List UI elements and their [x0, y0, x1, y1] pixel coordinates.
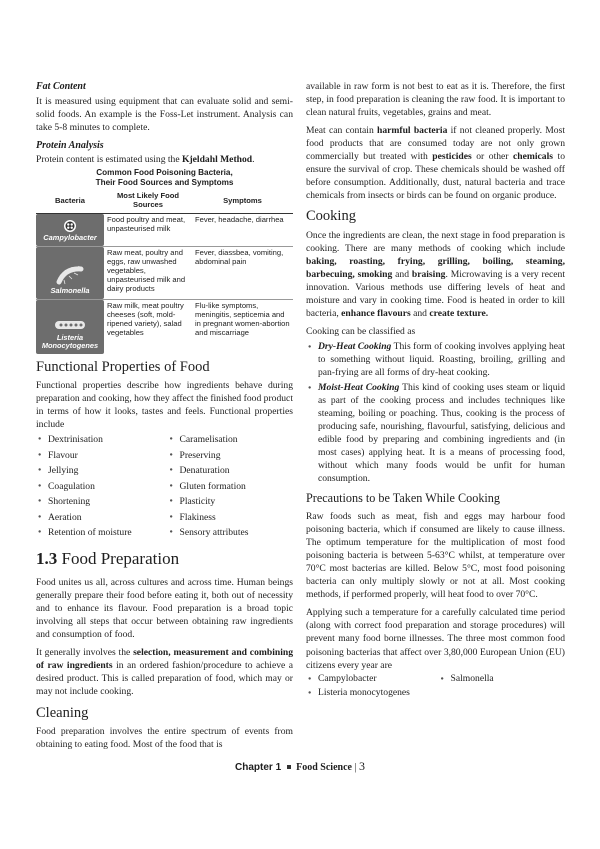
footer-subject: Food Science [296, 762, 352, 773]
precautions-heading: Precautions to be Taken While Cooking [306, 491, 500, 506]
table-header-bacteria: Bacteria [36, 191, 104, 213]
cooking-classified-text: Cooking can be classified as [306, 325, 416, 337]
table-cell-symptoms: Fever, headache, diarrhea [192, 213, 293, 246]
footer-separator-square [287, 765, 291, 769]
left-column [36, 80, 293, 756]
list-item: ● Plasticity [168, 494, 294, 510]
list-item: ● Preserving [168, 448, 294, 464]
footer-divider: | [354, 762, 357, 773]
right-column [306, 80, 565, 705]
bacteria-icon [63, 219, 77, 233]
cooking-heading: Cooking [306, 208, 356, 225]
list-item: ● Campylobacter [306, 672, 433, 686]
list-item: ● Denaturation [168, 463, 294, 479]
list-item: ● Sensory attributes [168, 525, 294, 541]
cooking-types-list [306, 340, 565, 486]
precautions-text-2: Applying such a temperature for a carefully calculated time period (along with correct food preparation and storage procedures) will prevent many food borne illnesses. The three most common food poisoning bacterias that affect over 3,80,000 European Union (EU) citizens every year are [306, 607, 565, 671]
chapter-heading: 1.3 Food Preparation [36, 549, 180, 568]
bacteria-table [36, 191, 293, 354]
fat-content-heading: Fat Content [36, 81, 86, 92]
bacteria-list [306, 672, 565, 700]
bacteria-icon [55, 264, 85, 286]
table-header-sources: Most Likely Food Sources [104, 191, 192, 213]
table-cell-sources: Raw meat, poultry and eggs, raw unwashed vegetables, unpasteurised milk and dairy products [104, 246, 192, 299]
list-item: ● Jellying [36, 463, 162, 479]
footer-chapter: Chapter 1 [235, 762, 282, 773]
functional-properties-text: Functional properties describe how ingredients behave during preparation and cooking, how they affect the finished food product in terms of how it looks, tastes and feels. Functional properties include [36, 380, 293, 431]
food-preparation-text: Food unites us all, across cultures and across time. Human beings generally prepare their food before eating it, both out of necessity and to enhance its flavour. Food preparation is a broad topic involving all steps that occur between obtaining raw ingredients and consumption of food. [36, 577, 293, 641]
functional-properties-list [36, 432, 293, 541]
bacteria-label-salmonella: Salmonella [36, 247, 104, 299]
bacteria-label-listeria: Listeria Monocytogenes [36, 300, 104, 354]
cooking-text: Once the ingredients are clean, the next stage in food preparation is cooking. There are many methods of cooking which include baking, roasting, frying, grilling, boiling, steaming, barbecuing, smoking and braising. Microwaving is a very recent innovation. Various methods use differing levels of heat and moisture and vary in cooking time. Food is heated in order to kill bacteria, enhance flavours and create texture. [306, 229, 565, 319]
list-item: ● Caramelisation [168, 432, 294, 448]
meat-bacteria-text: Meat can contain harmful bacteria if not cleaned properly. Most food products that are consumed today are not only grown commercially but treated with pesticides or other chemicals to ensure the survival of crop. These chemicals should be washed off before consumption. Additionally, dust, natural bacteria and trace chemicals from insects or birds can be found on organic produce. [306, 125, 566, 202]
list-item: ● Retention of moisture [36, 525, 162, 541]
cleaning-text: Food preparation involves the entire spectrum of events from obtaining to eating food. Most of the food that is [36, 725, 293, 750]
table-cell-symptoms: Fever, diassbea, vomiting, abdominal pain [192, 246, 293, 299]
table-title: Common Food Poisoning Bacteria, Their Food Sources and Symptoms [95, 168, 234, 188]
protein-analysis-heading: Protein Analysis [36, 139, 104, 151]
list-item: ● Flavour [36, 448, 162, 464]
page-footer [0, 758, 600, 775]
table-row [36, 246, 293, 299]
bacteria-icon [53, 317, 87, 333]
table-cell-sources: Raw milk, meat poultry cheeses (soft, mold-ripened variety), salad vegetables [107, 300, 184, 337]
table-header-symptoms: Symptoms [192, 191, 293, 213]
table-row [36, 299, 293, 354]
food-preparation-text-2: It generally involves the selection, measurement and combining of raw ingredients in an ordered fashion/procedure to achieve a desired product. This is called preparation of food, which may or may not include cooking. [36, 647, 294, 698]
list-item: ● Salmonella [439, 672, 566, 686]
table-cell-symptoms: Flu-like symptoms, meningitis, septicemia and in pregnant women-abortion and miscarriage [195, 300, 290, 337]
list-item: ● Dextrinisation [36, 432, 162, 448]
list-item: ● Aeration [36, 510, 162, 526]
precautions-text: Raw foods such as meat, fish and eggs may harbour food poisoning bacteria, which if consumed are likely to cause illness. The optimum temperature for the multiplication of most food poisoning bacteria is between 5-63°C whilst, at temperature over 70°C most bacterias are killed. Below 5°C, most food poisoning bacteria can only multiply slowly or not at all. Most cooking methods, if performed properly, will heat food to over 70°C. [306, 511, 565, 601]
cleaning-heading: Cleaning [36, 704, 89, 721]
table-cell-sources: Food poultry and meat, unpasteurised milk [104, 213, 192, 246]
protein-analysis-text: Protein content is estimated using the Kjeldahl Method. [36, 154, 255, 166]
bacteria-label-campylobacter: Campylobacter [36, 214, 104, 246]
list-item: ● Flakiness [168, 510, 294, 526]
list-item: ● Moist-Heat Cooking This kind of cooking uses steam or liquid as part of the cooking process and includes techniques like steaming, boiling or poaching. Thus, cooking is the process of producing safe, nourishing, flavourful, satisfying, delicious and edible food by preparing and combining ingredients and (in most cases) applying heat. It is a means of processing food, without which many foods would be unfit for human consumption. [306, 381, 565, 485]
page-number: 3 [358, 759, 365, 773]
list-item: ● Coagulation [36, 479, 162, 495]
functional-properties-heading: Functional Properties of Food [36, 358, 210, 375]
cleaning-text-continued: available in raw form is not best to eat as it is. Therefore, the first step, in food preparation is cleaning the raw food. It is important to clean natural fruits, vegetables, grains and meat. [306, 81, 565, 119]
list-item: ● Gluten formation [168, 479, 294, 495]
list-item: ● Dry-Heat Cooking This form of cooking involves applying heat to something without liquid. Roasting, broiling, grilling and pan-frying are all forms of dry-heat cooking. [306, 340, 565, 379]
list-item: ● Listeria monocytogenes [306, 686, 433, 700]
list-item: ● Shortening [36, 494, 162, 510]
fat-content-text: It is measured using equipment that can evaluate solid and semi-solid foods. An example is the Foss-Let instrument. Analysis can take 5-8 minutes to complete. [36, 95, 293, 133]
table-row [36, 213, 293, 246]
